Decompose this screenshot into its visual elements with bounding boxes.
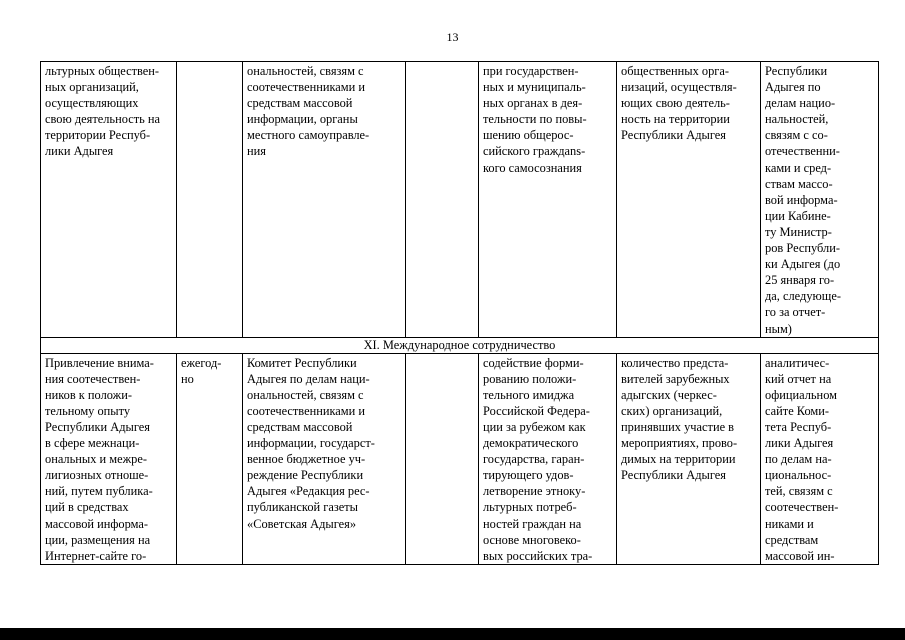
text-line: осуществляющих [45, 96, 139, 111]
text-line: ональных и межре- [45, 452, 147, 467]
table-cell [243, 353, 406, 564]
text-line: адыгских (черкес- [621, 387, 717, 402]
text-line: ров Республи- [765, 241, 840, 256]
section-heading: XI. Международное сотрудничество [41, 337, 879, 353]
text-line: вителей зарубежных [621, 371, 730, 386]
text-line: Адыгея «Редакция рес- [247, 484, 370, 499]
text-line: связям с со- [765, 128, 828, 143]
text-line: тельного имиджа [483, 387, 575, 402]
text-line: Интернет-сайте го- [45, 548, 147, 563]
text-line: льтурных обществен- [45, 64, 160, 78]
text-line: по делам на- [765, 452, 832, 467]
text-line: лики Адыгея [765, 436, 834, 451]
text-line: ональностей, связям с [247, 64, 364, 78]
text-line: массовой ин- [765, 548, 835, 563]
text-line: аналитичес- [765, 355, 830, 370]
text-line: ность на территории [621, 112, 730, 127]
text-line: делам нацио- [765, 96, 836, 111]
text-line: соотечественниками и [247, 80, 365, 95]
text-line: лигиозных отноше- [45, 468, 149, 483]
text-line: лики Адыгея [45, 144, 114, 159]
text-line: Республики Адыгея [621, 468, 726, 483]
text-line: ния соотечествен- [45, 371, 141, 386]
text-line: ных организаций, [45, 80, 139, 95]
table-cell [761, 62, 879, 338]
text-line: официальном [765, 387, 837, 402]
text-line: демократического [483, 436, 579, 451]
text-line: вых российских тра- [483, 548, 593, 563]
text-line: ональностей, связям с [247, 387, 364, 402]
section-heading-row [41, 337, 879, 353]
text-line: Республики Адыгея [621, 128, 726, 143]
text-line: мероприятиях, прово- [621, 436, 738, 451]
text-line: средствам массовой [247, 419, 353, 434]
text-line: реждение Республики [247, 468, 364, 483]
text-line: ций в средствах [45, 500, 129, 515]
text-line: никами и [765, 516, 814, 531]
text-line: вой информа- [765, 192, 838, 207]
text-line: кий отчет на [765, 371, 832, 386]
text-line: тельному опыту [45, 403, 131, 418]
text-line: но [181, 371, 194, 386]
text-line: венное бюджетное уч- [247, 452, 366, 467]
table-cell [243, 62, 406, 338]
text-line: Комитет Республики [247, 355, 357, 370]
text-line: тирующего удов- [483, 468, 574, 483]
text-line: ным) [765, 321, 792, 336]
text-line: летворение этноку- [483, 484, 586, 499]
table-cell [406, 62, 479, 338]
text-line: соотечествен- [765, 500, 839, 515]
table-cell [177, 62, 243, 338]
text-line: местного самоуправле- [247, 128, 370, 143]
table-cell [177, 353, 243, 564]
text-line: государства, гаран- [483, 452, 585, 467]
text-line: сайте Коми- [765, 403, 829, 418]
text-line: средствам [765, 532, 819, 547]
text-line: ежегод- [181, 355, 222, 370]
text-line: количество предста- [621, 355, 729, 370]
text-line: публиканской газеты [247, 500, 358, 515]
text-line: ющих свою деятель- [621, 96, 730, 111]
text-line: ний, путем публика- [45, 484, 153, 499]
text-line: нальностей, [765, 112, 829, 127]
text-line: Адыгея по делам наци- [247, 371, 370, 386]
text-line: ками и сред- [765, 160, 832, 175]
table-cell [41, 62, 177, 338]
scan-border [0, 628, 905, 640]
page-number: 13 [446, 30, 459, 44]
table-row [41, 62, 879, 338]
text-line: ных органах в дея- [483, 96, 583, 111]
text-line: общественных орга- [621, 64, 730, 78]
text-line: го за отчет- [765, 305, 826, 320]
text-line: тей, связям с [765, 484, 833, 499]
table-cell [41, 353, 177, 564]
text-line: «Советская Адыгея» [247, 516, 357, 531]
text-line: ских) организаций, [621, 403, 723, 418]
table-cell [406, 353, 479, 564]
text-line: средствам массовой [247, 96, 353, 111]
table-cell [479, 62, 617, 338]
text-line: циональнос- [765, 468, 832, 483]
document-table [40, 61, 879, 565]
text-line: соотечественниками и [247, 403, 365, 418]
text-line: основе многовеко- [483, 532, 581, 547]
text-line: ции Кабине- [765, 208, 831, 223]
text-line: ции, размещения на [45, 532, 151, 547]
text-line: да, следующе- [765, 289, 841, 304]
text-line: Республики [765, 64, 828, 78]
text-line: в сфере межнаци- [45, 436, 140, 451]
text-line: принявших участие в [621, 419, 735, 434]
text-line: льтурных потреб- [483, 500, 577, 515]
text-line: шению общерос- [483, 128, 574, 143]
text-line: Республики Адыгея [45, 419, 150, 434]
text-line: ных и муниципаль- [483, 80, 586, 95]
text-line: при государствен- [483, 64, 579, 78]
table-cell [617, 353, 761, 564]
text-line: ту Министр- [765, 224, 832, 239]
text-line: свою деятельность на [45, 112, 160, 127]
text-line: ки Адыгея (до [765, 257, 841, 272]
text-line: тета Респуб- [765, 419, 832, 434]
text-line: рованию положи- [483, 371, 577, 386]
text-line: сийского граждans- [483, 144, 586, 159]
text-line: Российской Федера- [483, 403, 590, 418]
table-cell [761, 353, 879, 564]
text-line: ции за рубежом как [483, 419, 586, 434]
text-line: ствам массо- [765, 176, 833, 191]
table-row [41, 353, 879, 564]
table-cell [617, 62, 761, 338]
table-cell [479, 353, 617, 564]
text-line: ния [247, 144, 266, 159]
text-line: Привлечение внима- [45, 355, 154, 370]
text-line: ностей граждан на [483, 516, 582, 531]
text-line: информации, государст- [247, 436, 375, 451]
text-line: содействие форми- [483, 355, 584, 370]
text-line: массовой информа- [45, 516, 149, 531]
text-line: кого самосознания [483, 160, 582, 175]
text-line: тельности по повы- [483, 112, 587, 127]
text-line: отечественни- [765, 144, 840, 159]
text-line: 25 января го- [765, 273, 835, 288]
text-line: территории Респуб- [45, 128, 151, 143]
text-line: ников к положи- [45, 387, 132, 402]
text-line: димых на территории [621, 452, 736, 467]
text-line: низаций, осуществля- [621, 80, 737, 95]
text-line: Адыгея по [765, 80, 821, 95]
text-line: информации, органы [247, 112, 358, 127]
